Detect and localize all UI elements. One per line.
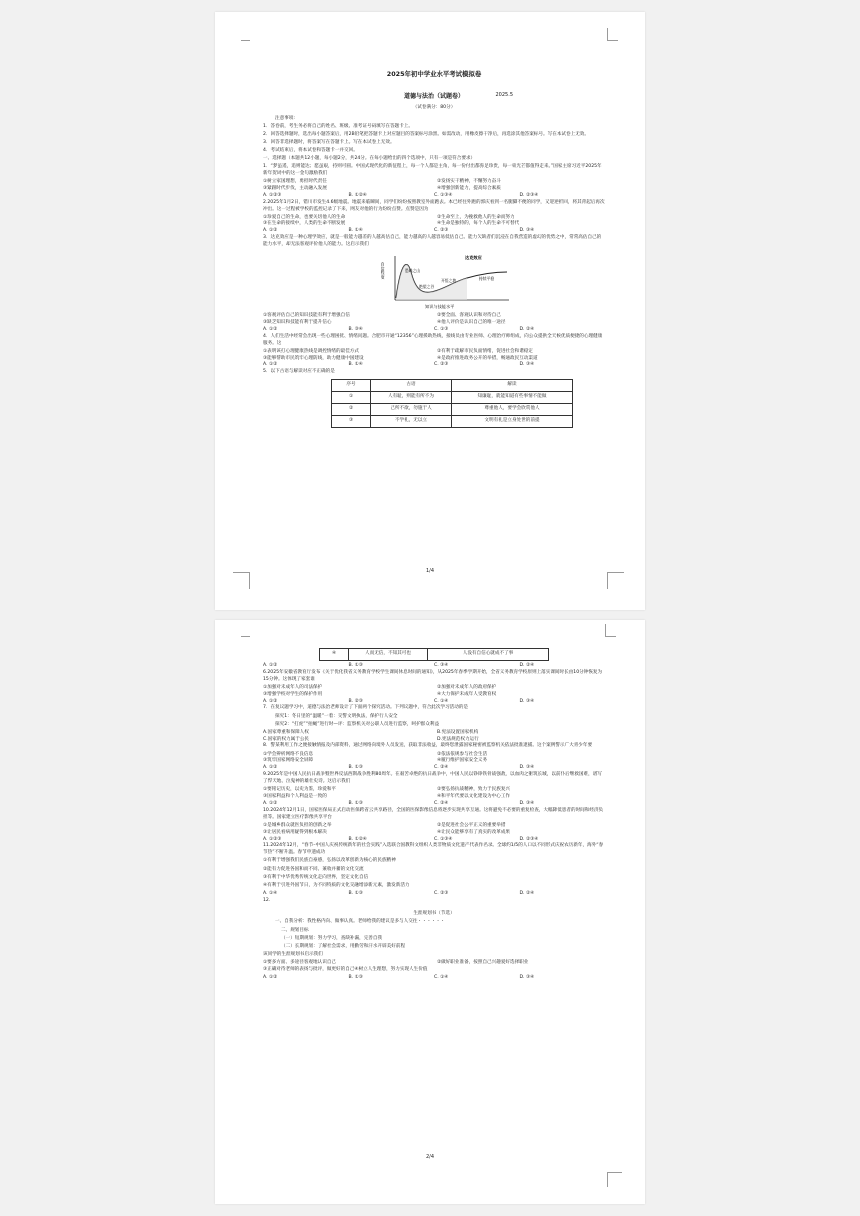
- question-4-options: [263, 349, 605, 363]
- table-row: [332, 392, 573, 404]
- option-text: C.国家的权力属于公民: [263, 736, 310, 742]
- choice-a: A. ①②: [263, 662, 278, 668]
- question-8-stem: 8．警某利用工作之便接触情报及内部资料，通过网络向境外人员发送，获取非法收益，最终您泄露国家秘密被监察机关依法批准逮捕。这个案例警示广大青少年要: [263, 743, 593, 749]
- option-text: ④是政府推进政务公开的举措，畅通政民互动渠道: [437, 355, 538, 361]
- question-9-stem: 9.2025年是中国人民抗日战争暨世界反法西斯战争胜利80周年。在艰苦卓绝的抗日战争中，中国人民以铮铮铁骨战强敌，以血肉之躯筑长城，以前仆后继救国难，谱写了悍天地、泣鬼神的雄壮史诗。这启示我们: [263, 772, 602, 785]
- question-11-choices: [263, 891, 605, 898]
- option-text: ②要弘扬抗战精神，致力于民族复兴: [437, 787, 511, 793]
- choice-b: B. ①②④: [348, 836, 367, 842]
- table-cell: ①: [332, 392, 371, 404]
- question-1-choices: [263, 193, 605, 200]
- choice-c: C. ①③④: [434, 192, 453, 198]
- stage-label: 愚昧之山: [405, 268, 421, 274]
- question-5-stem: 5．以下古语与解读对应不正确的是: [263, 369, 335, 375]
- option-text: ④大力保护未成年人受教育权: [437, 691, 497, 697]
- option-text: ②依法依规参与社会生活: [437, 751, 488, 757]
- choice-a: A. ①②③: [263, 836, 282, 842]
- choice-d: D. ②④: [519, 662, 535, 668]
- table-cell: 人而无信，不知其可也: [349, 649, 428, 661]
- choice-b: B. ①④: [348, 228, 363, 234]
- option-text: ③能够帮助市民筑牢心理防线，助力健康中国建设: [263, 355, 364, 361]
- option-text: ④有利于引进外国节日，为不同特质的文化交融增添新元素，激发新活力: [263, 882, 410, 888]
- question-7-item: 探究2：“打虎”“拍蝇”进行时—评：监察机关对公职人员进行监察，呵护群众利益: [275, 721, 440, 727]
- choice-b: B. ①④: [348, 362, 363, 368]
- choice-d: D. ②④: [519, 326, 535, 332]
- plan-line: 一、自我分析：我性格内向、做事认真。老师给我的建议是多与人交往・・・・・・: [275, 919, 445, 925]
- question-11-stem: 11.2024年12月，“春节–中国人庆祝传统新年的社会实践”入选联合国教科文组织人类非物质文化遗产代表作名录。全球约1/5的人口以不同形式庆祝农历新年，海外“春节热”不断升温。春节申遗成功: [263, 843, 604, 856]
- choice-d: D. ②③④: [519, 836, 539, 842]
- choice-b: B. ②③: [348, 698, 363, 704]
- option-text: ③有利于中华优秀传统文化走向世界，坚定文化自信: [263, 874, 369, 880]
- table-cell: 知廉耻，就能知道有些事情不能做: [452, 392, 573, 404]
- choice-c: C. ①④: [434, 698, 449, 704]
- option-text: ②有利于疏解市民负面情绪，促进社会和谐稳定: [437, 348, 533, 354]
- option-text: ③筑牢国家网络安全屏障: [263, 758, 314, 764]
- option-text: ①要铭记历史，以史为鉴，珍爱和平: [263, 787, 337, 793]
- choice-a: A. ①②: [263, 362, 278, 368]
- choice-c: C. ②③: [434, 228, 449, 234]
- choice-d: D. ②④: [519, 890, 535, 896]
- option-text: ①要多方面、多途径客观地认识自己: [263, 959, 337, 965]
- option-text: ③国家利益和个人利益是一致的: [263, 794, 327, 800]
- table-header: 解读: [452, 380, 573, 392]
- choice-b: B. ③④: [348, 326, 363, 332]
- exam-subtitle: 道德与法治（试题卷）: [403, 92, 464, 100]
- plan-line: （一）短期规划：努力学习，查缺补漏，完善自我: [281, 935, 383, 941]
- plan-line: （二）长期规划：了解社会需求，用勤劳和汗水开辟美好前程: [281, 943, 406, 949]
- question-12-choices: [263, 975, 605, 982]
- question-3-stem: 3．达克效应是一种心理学效应，就是一般能力越差的人越高估自己，能力越高的人越容易低估自己。能力欠缺者们沉浸在自我营造的虚幻的优势之中，常常高估自己的能力水平，却无法客观评价他人的能力。这启示我们: [263, 235, 602, 248]
- exam-subtitle-row: [263, 92, 605, 101]
- choice-a: A. ①②: [263, 800, 278, 806]
- question-8-options: [263, 752, 605, 766]
- table-header: 序号: [332, 380, 371, 392]
- question-10-stem: 10.2024年12月1日，国家医保局正式启动医保跨省云共享路径，全国的医保影像信息将逐步实现共享互通。这将避免不必要的重复检查，大幅降低患者的时间和经济负担等。国家建立医疗影像共享平台: [263, 807, 604, 820]
- page-2: [215, 620, 645, 1204]
- option-text: A.国家尊重和保障人权: [263, 729, 309, 735]
- option-text: ③增强学校对学生的保护作用: [263, 691, 323, 697]
- choice-c: C. ②③: [434, 362, 449, 368]
- choice-c: C. ②④: [434, 765, 449, 771]
- option-text: B.宪法设置国家机构: [437, 729, 479, 735]
- exam-title: 2025年初中学业水平考试模拟卷: [386, 70, 482, 78]
- option-text: ①珍爱自己的生命，也要关切他人的生命: [263, 214, 346, 220]
- question-6-options: [263, 685, 605, 699]
- plan-title: 生涯规划书（节选）: [413, 910, 455, 916]
- option-text: ③在生命的接续中，人类的生命不断发展: [263, 221, 346, 227]
- page-1-content: [263, 70, 605, 431]
- question-2-options: [263, 215, 605, 229]
- option-text: ③紧跟时代步伐，主动融入发展: [263, 185, 327, 191]
- choice-a: A. ①②: [263, 326, 278, 332]
- table-cell: 尊重他人，要学会欣赏他人: [452, 404, 573, 416]
- question-3-choices: [263, 327, 605, 334]
- page-number: 2/4: [425, 1154, 435, 1160]
- question-4-stem: 4．人们生活中经常会出现一些心理困扰、情绪问题。合肥市开通“12356”心理援助热线，接线员由专业医师、心理治疗师组成，向公众提供全天候优质便捷的心理健康服务。这: [263, 333, 603, 346]
- crop-mark-bottom-right: [607, 1172, 622, 1187]
- notice-item: 2．回答选择题时，选出每小题答案后，用2B铅笔把答题卡上对应题目的答案标号涂黑。如需改动，用橡皮擦干净后，再选涂其他答案标号。写在本试卷上无效。: [263, 131, 589, 137]
- table-cell: 人没有自信心就成不了事: [428, 649, 549, 661]
- question-1-stem: 1．“梦虽遥，追则能达；愿虽艰，持则可圆。中国式现代化的新征程上，每一个人都是主角，每一份付出都弥足珍贵，每一束光芒都值得走来。”国家主席习近平2025年新年贺词中的这一金句激励我们: [263, 163, 602, 176]
- option-text: ④生命是独特的，每个人的生命不可替代: [437, 221, 520, 227]
- choice-c: C. ②③: [434, 890, 449, 896]
- choice-a: A. ①④: [263, 890, 278, 896]
- question-10-options: [263, 823, 605, 837]
- option-text: D.宪法规范权力运行: [437, 736, 479, 742]
- question-9-options: [263, 787, 605, 801]
- option-text: ②加强对未成年人的政府保护: [437, 684, 497, 690]
- choice-d: D. ③④: [519, 765, 535, 771]
- table-cell: ②: [332, 404, 371, 416]
- table-cell: 己所不欲，勿施于人: [371, 404, 452, 416]
- dunning-kruger-curve: [381, 252, 511, 310]
- choice-d: D. ③④: [519, 362, 535, 368]
- choice-a: A. ①②: [263, 228, 278, 234]
- choice-d: D. ②③④: [519, 192, 539, 198]
- crop-mark-top-left: [241, 40, 250, 41]
- crop-mark-top-right: [607, 28, 618, 41]
- table-header-row: [332, 380, 573, 392]
- choice-b: B. ①③: [348, 890, 363, 896]
- question-12-number: 12.: [263, 897, 271, 903]
- table-cell: 文明有礼是立身处世的前提: [452, 415, 573, 427]
- dunning-kruger-figure: [381, 252, 511, 310]
- exam-date: 2025.5: [495, 91, 513, 98]
- choice-a: A. ①②: [263, 765, 278, 771]
- option-text: ②生命至上，为挽救他人的生命而努力: [437, 214, 515, 220]
- choice-d: D. ③④: [519, 228, 535, 234]
- choice-d: D. ③④: [519, 974, 535, 980]
- y-axis-label: 自信程度: [381, 262, 386, 279]
- table-header: 古语: [371, 380, 452, 392]
- question-1-options: [263, 179, 605, 193]
- stage-label: 绝望之谷: [419, 284, 435, 290]
- choice-c: C. ③④: [434, 662, 449, 668]
- option-text: ②要全面、客观认识和对待自己: [437, 313, 501, 319]
- choice-d: D. ③④: [519, 800, 535, 806]
- choice-b: B. ①③: [348, 974, 363, 980]
- question-7-options: [263, 730, 605, 744]
- crop-mark-top-right: [605, 624, 616, 637]
- option-text: ③缺乏知识和技能有利于提升信心: [263, 319, 332, 325]
- crop-mark-bottom-left: [233, 572, 250, 589]
- choice-c: C. ②④: [434, 800, 449, 806]
- question-9-choices: [263, 801, 605, 808]
- plan-line: 二、规划目标: [281, 927, 309, 933]
- stage-label: 开悟之坡: [441, 278, 457, 284]
- question-7-item: 探究1：冬日里的“温暖”一着：交警文明执法，保护行人安全: [275, 713, 398, 719]
- option-text: ①有利于增强我们民族自豪感，弘扬以改革创新为核心的民族精神: [263, 858, 396, 864]
- option-text: ①加强对未成年人的司法保护: [263, 684, 323, 690]
- stage-label: 持续平稳: [479, 276, 495, 282]
- table-cell: ③: [332, 415, 371, 427]
- choice-d: D. ③④: [519, 698, 535, 704]
- curve-title: 达克效应: [465, 255, 482, 261]
- page-1: [215, 12, 645, 610]
- choice-a: A. ①②: [263, 698, 278, 704]
- choice-b: B. ①②④: [348, 192, 367, 198]
- question-6-stem: 6.2025年安徽省教育厅发布《关于优化我省义务教育学校学生课间休息时间的通知》，从2025年春季学期开始，全省义务教育学校原则上落实课间时长由10分钟恢复为15分钟。这体现了家套谁: [263, 669, 603, 682]
- question-7-stem: 7．在复议题学习中，道德与法治老师设计了下面两个探究活动。下列议题中，符合此次学习活动的是: [263, 705, 469, 711]
- question-5-choices: [263, 663, 605, 670]
- choice-a: A. ①②: [263, 974, 278, 980]
- choice-b: B. ①③: [348, 765, 363, 771]
- option-text: ④增强创新能力，提高综合素质: [437, 185, 501, 191]
- choice-a: A. ①②③: [263, 192, 282, 198]
- x-axis-label: 知识与技能水平: [425, 304, 455, 310]
- table-row: [332, 415, 573, 427]
- option-text: ①树立家国理想，勇担时代责任: [263, 178, 327, 184]
- notice-item: 4．考试结束后，将本试卷和答题卡一并交回。: [263, 147, 358, 153]
- page-number: 1/4: [425, 568, 435, 574]
- option-text: ②能有力促进各国和而不同、兼收并蓄的文化交流: [263, 866, 364, 872]
- crop-mark-top-left: [241, 636, 250, 637]
- option-text: ④让民众能够享有了真实的改革成果: [437, 829, 511, 835]
- proverb-table-continued: [319, 648, 549, 661]
- score-note: （试卷满分：80分）: [412, 104, 456, 110]
- question-12-stem: 该同学的生涯规划书启示我们: [263, 951, 323, 957]
- table-row: [320, 649, 549, 661]
- section-heading: 一、选择题（本题共12小题，每小题2分，共24分。在每小题给出的四个选项中，只有一项是符合要求）: [263, 155, 476, 161]
- choice-c: C. ①④: [434, 974, 449, 980]
- notice-item: 3．回答非选择题时，将答案写在答题卡上。写在本试卷上无效。: [263, 139, 395, 145]
- option-text: ④履行维护国家安全义务: [437, 758, 488, 764]
- table-row: [332, 404, 573, 416]
- choice-c: C. ①③④: [434, 836, 453, 842]
- option-text: ①学会辨析网络不良信息: [263, 751, 314, 757]
- table-cell: 不学礼，无以立: [371, 415, 452, 427]
- option-text: ③正确对待老师的表扬与批评，做更好的自己④树立人生理想，努力实现人生价值: [263, 966, 428, 972]
- option-text: ①是城乡群众就医负担的创新之举: [263, 822, 332, 828]
- notice-item: 1．答卷前，考生务必将自己的姓名、班级、准考证号码填写在答题卡上。: [263, 123, 413, 129]
- choice-b: B. ①③: [348, 800, 363, 806]
- notice-label: 注意事项:: [275, 115, 295, 121]
- option-text: ④他人评价是认识自己的唯一途径: [437, 319, 506, 325]
- table-cell: 人有耻，则能有所不为: [371, 392, 452, 404]
- choice-c: C. ①③: [434, 326, 449, 332]
- question-12-options: [263, 960, 605, 967]
- crop-mark-bottom-right: [607, 572, 624, 589]
- option-text: ①客观评估自己的知识技能有利于增强自信: [263, 313, 350, 319]
- question-3-options: [263, 313, 605, 327]
- option-text: ②发扬实干精神，不懈努力奋斗: [437, 178, 501, 184]
- table-cell: ④: [320, 649, 349, 661]
- option-text: ③让居民看病用疑得到根本解决: [263, 829, 327, 835]
- option-text: ②做好职业准备，按照自己兴趣爱好选择职业: [437, 959, 529, 965]
- page-2-content: [263, 648, 605, 982]
- option-text: ②是促进社会公平正义的重要举措: [437, 822, 506, 828]
- option-text: ①表明该打心理健康热线是调控情绪的最佳方式: [263, 348, 359, 354]
- choice-b: B. ①③: [348, 662, 363, 668]
- option-text: ④和平年代要以文化建设为中心工作: [437, 794, 511, 800]
- question-2-stem: 2.2025年1月2日，错川市发生4.6级地震。地震来临瞬间，同学们纷纷按照教室外面跑去。本已经往外跑的郭庆看到一名腿脚不便的同学，又迎逆折回，将其背起后再次冲出。这一过程被学校的监控记录了下来，网友对他的行为纷纷点赞。点赞是因为: [263, 199, 605, 212]
- proverb-table: [331, 379, 573, 428]
